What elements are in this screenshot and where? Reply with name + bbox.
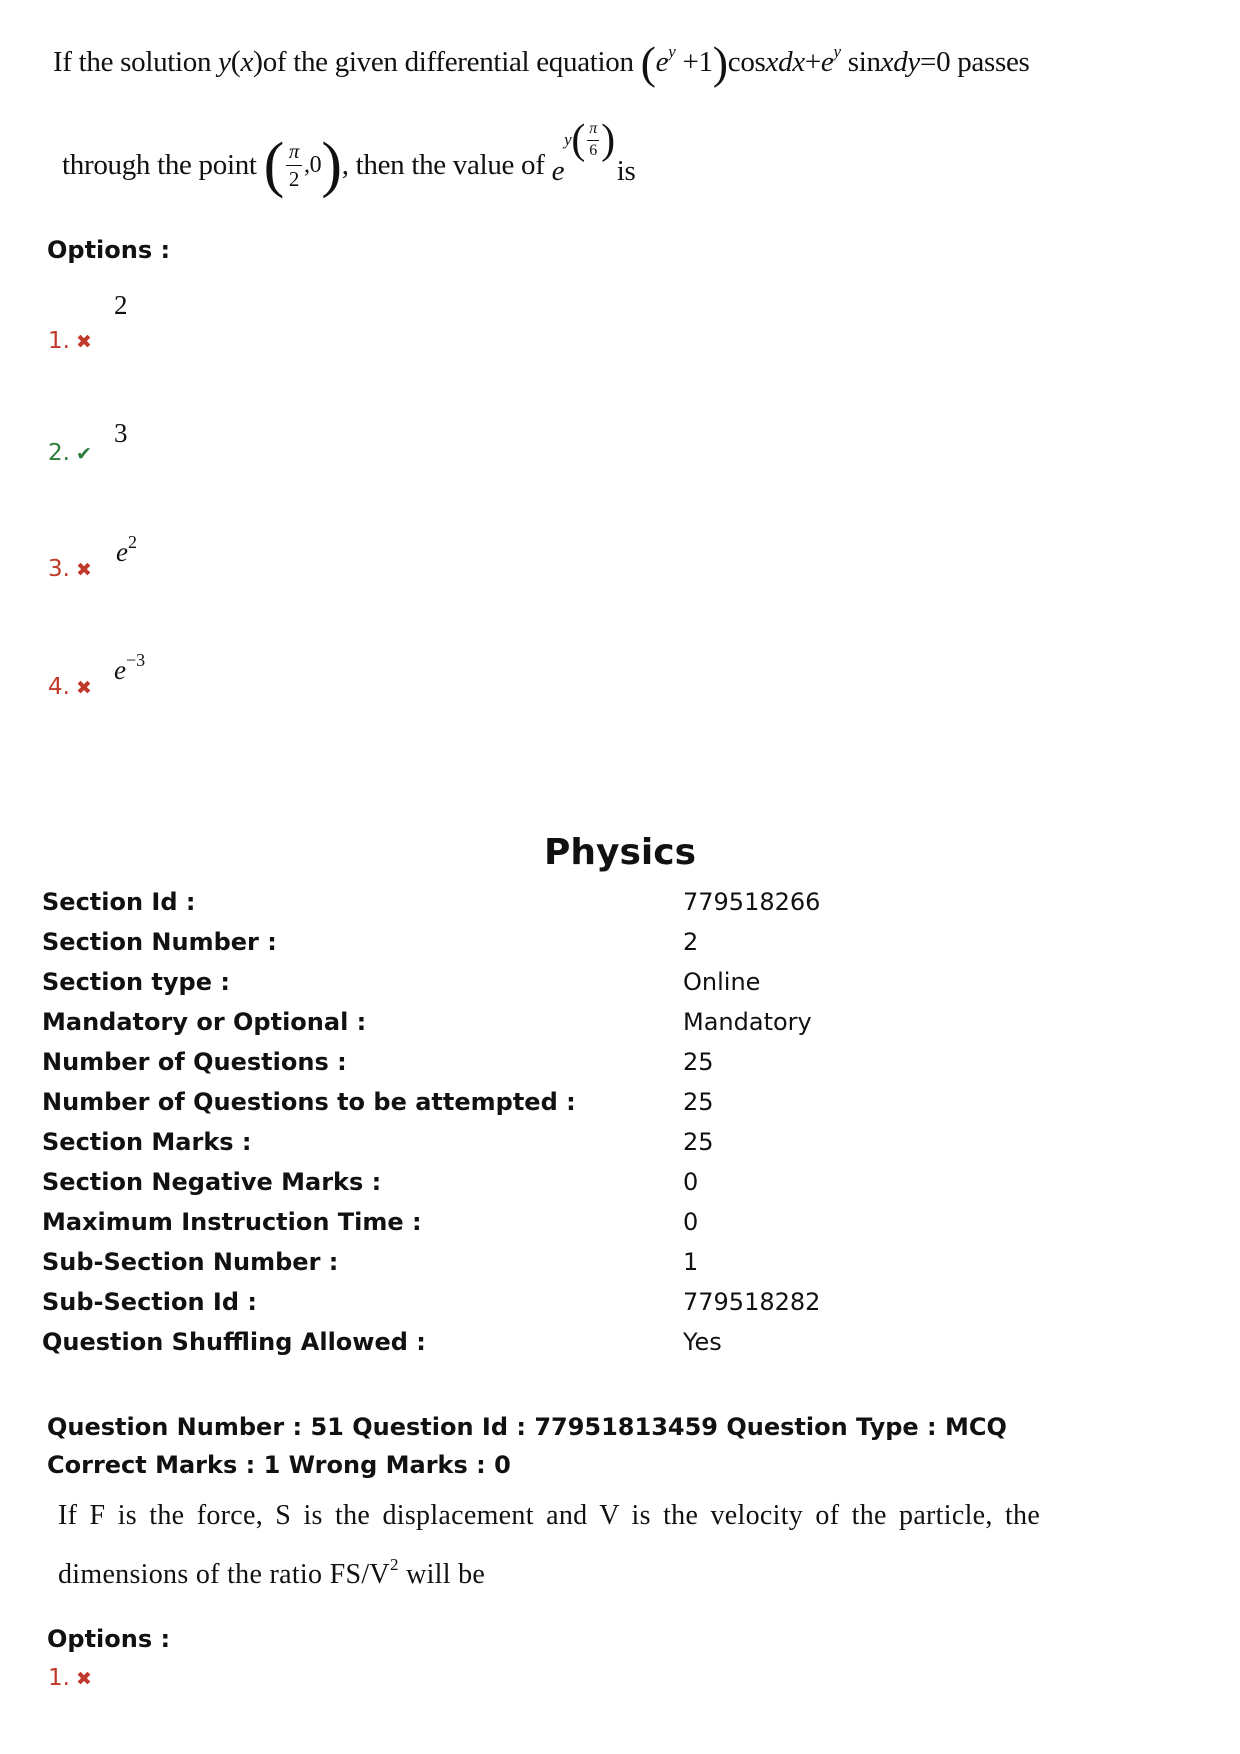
option-value-2: 3 [114, 418, 128, 448]
question-text-line-2 [62, 117, 636, 210]
text-fragment: through the point [62, 148, 257, 181]
cross-icon: ✖ [75, 331, 92, 353]
math-var: y [564, 130, 572, 149]
math-fn: cos [727, 46, 766, 78]
option-value-1: 2 [114, 290, 128, 320]
math-sup: 2 [389, 1555, 399, 1574]
options-heading: Options : [47, 1625, 171, 1653]
math-text: 0 [936, 46, 951, 78]
math-sup: 2 [127, 532, 137, 552]
option-value-4 [114, 650, 145, 686]
exponent-group: y ( $\frac{\pi}{6}$ ) [564, 117, 615, 163]
section-info-row [42, 1048, 1042, 1084]
close-paren: ) [321, 131, 342, 199]
option-number: 1. [48, 1665, 70, 1691]
math-op: + [804, 46, 821, 78]
section-info-row [42, 1088, 1042, 1124]
option-number: 2. [48, 440, 70, 466]
option-1[interactable] [48, 328, 92, 354]
section-info-row [42, 888, 1042, 924]
info-value: 0 [683, 1208, 699, 1236]
question-header: Question Number : 51 Question Id : 77951813459 Question Type : MCQ [47, 1413, 1007, 1441]
math-text: +1 [682, 46, 713, 78]
info-value: 1 [683, 1248, 699, 1276]
option-1[interactable] [48, 1665, 92, 1691]
fraction-denominator: 2 [288, 166, 300, 191]
text-fragment: will be [398, 1559, 486, 1590]
section-info-row [42, 968, 1042, 1004]
option-value-3 [116, 532, 137, 568]
info-value: 779518282 [683, 1288, 821, 1316]
options-heading: Options : [47, 236, 171, 264]
cross-icon: ✖ [75, 1668, 92, 1690]
text-fragment: , then the value of [341, 148, 545, 181]
section-info-row [42, 1008, 1042, 1044]
option-number: 3. [48, 556, 70, 582]
math-var: y [218, 46, 231, 78]
info-value: 25 [683, 1088, 714, 1116]
info-label: Number of Questions : [42, 1048, 347, 1076]
question-text-line-1: If the solution y(x)of the given differential equation ($e^y$ $+1)cosxdx+e^y$ sinxdy=0 passes [53, 37, 1030, 88]
check-icon: ✔ [75, 443, 92, 465]
section-info-row [42, 1128, 1042, 1164]
option-number: 4. [48, 674, 70, 700]
math-var: xdx [765, 46, 805, 78]
math-sup: y [833, 42, 841, 61]
math-op: = [920, 46, 937, 78]
text-fragment: dimensions of the ratio FS/V [58, 1559, 390, 1590]
info-label: Number of Questions to be attempted : [42, 1088, 576, 1116]
math-var: xdy [880, 46, 920, 78]
info-label: Section Id : [42, 888, 196, 916]
info-label: Maximum Instruction Time : [42, 1208, 422, 1236]
math-var: e [116, 537, 128, 567]
section-info-row [42, 1328, 1042, 1364]
section-info-row [42, 1168, 1042, 1204]
math-text: ,0 [303, 151, 322, 178]
section-info-row [42, 1248, 1042, 1284]
math-var: e [820, 46, 834, 78]
open-paren: ( [263, 131, 284, 199]
close-paren: ) [712, 37, 728, 88]
section-info-row [42, 928, 1042, 964]
info-label: Section Number : [42, 928, 277, 956]
fraction-denominator: 6 [589, 141, 597, 159]
info-label: Section type : [42, 968, 230, 996]
option-2[interactable] [48, 440, 92, 466]
info-value: 25 [683, 1128, 714, 1156]
open-paren: ( [640, 37, 656, 88]
cross-icon: ✖ [75, 559, 92, 581]
info-value: 779518266 [683, 888, 821, 916]
cross-icon: ✖ [75, 677, 92, 699]
info-value: Online [683, 968, 761, 996]
info-label: Sub-Section Id : [42, 1288, 257, 1316]
fraction-numerator: π [589, 119, 597, 137]
info-label: Question Shuffling Allowed : [42, 1328, 426, 1356]
math-var: e [114, 655, 126, 685]
option-4[interactable] [48, 674, 92, 700]
section-title: Physics [543, 832, 696, 873]
section-info-row [42, 1208, 1042, 1244]
math-var: x [240, 46, 254, 78]
info-value: 2 [683, 928, 699, 956]
info-value: 25 [683, 1048, 714, 1076]
info-value: Mandatory [683, 1008, 812, 1036]
fraction [286, 140, 302, 189]
text-fragment: If the solution [53, 46, 212, 78]
math-sup: y [668, 42, 676, 61]
info-label: Section Negative Marks : [42, 1168, 382, 1196]
text-fragment: passes [957, 46, 1030, 78]
info-label: Mandatory or Optional : [42, 1008, 367, 1036]
info-value: Yes [683, 1328, 722, 1356]
info-value: 0 [683, 1168, 699, 1196]
math-fn: sin [847, 46, 881, 78]
text-fragment: is [616, 155, 636, 187]
fraction-numerator: π [288, 139, 300, 164]
math-sup: −3 [125, 650, 146, 670]
exponent-fraction [587, 121, 599, 160]
text-fragment: of the given differential equation [262, 46, 634, 78]
option-number: 1. [48, 328, 70, 354]
question-text-line-1: If F is the force, S is the displacement and V is the velocity of the particle, the [58, 1500, 1041, 1531]
question-text-line-2 [58, 1555, 485, 1591]
option-3[interactable] [48, 556, 92, 582]
info-label: Sub-Section Number : [42, 1248, 339, 1276]
section-info-row [42, 1288, 1042, 1324]
math-var: e [655, 46, 669, 78]
question-marks: Correct Marks : 1 Wrong Marks : 0 [47, 1451, 511, 1479]
math-var: e [551, 155, 565, 187]
info-label: Section Marks : [42, 1128, 252, 1156]
